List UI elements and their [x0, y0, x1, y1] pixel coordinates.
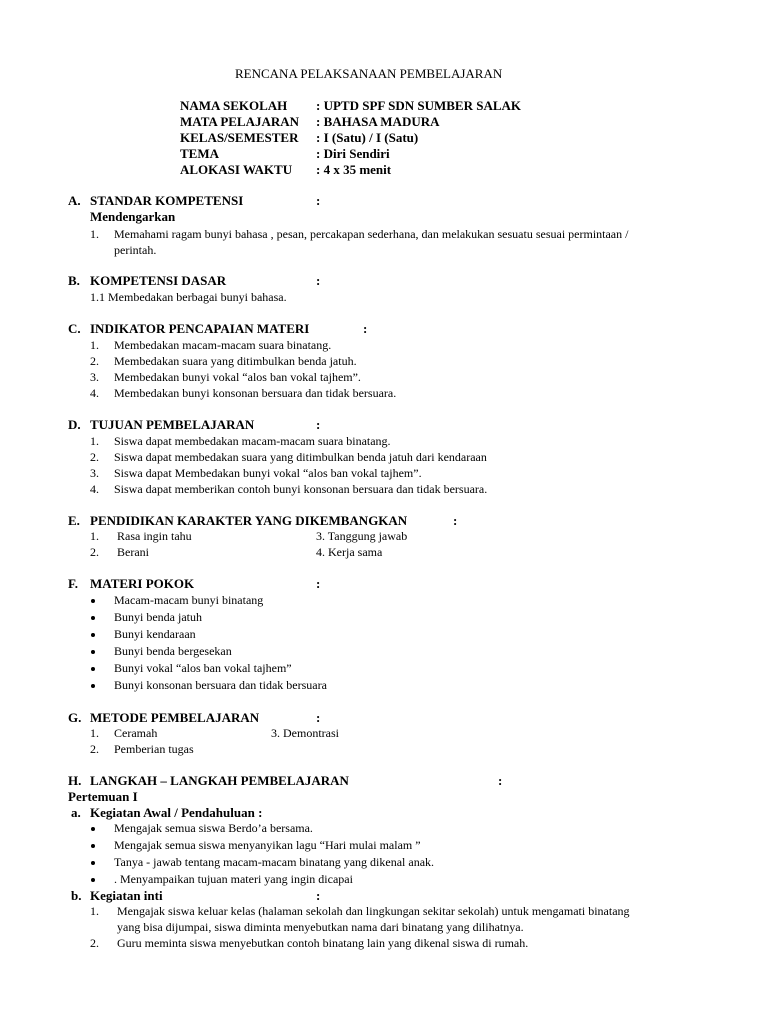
list-number: 1.: [90, 338, 99, 352]
list-item-text: Rasa ingin tahu: [117, 529, 192, 543]
section-colon: :: [316, 273, 321, 288]
list-item-text: 3. Demontrasi: [271, 726, 339, 740]
identity-value: : BAHASA MADURA: [316, 114, 440, 129]
section-colon: :: [316, 710, 321, 725]
list-item-text: Siswa dapat Membedakan bunyi vokal “alos ban vokal tajhem”.: [114, 466, 422, 480]
section-heading: INDIKATOR PENCAPAIAN MATERI: [90, 321, 310, 336]
list-item-text: Mengajak semua siswa Berdo’a bersama.: [114, 821, 313, 835]
subsection-letter: b.: [71, 888, 82, 903]
list-item-text: Siswa dapat membedakan macam-macam suara binatang.: [114, 434, 391, 448]
list-item-text: Bunyi benda bergesekan: [114, 644, 232, 658]
section-colon: :: [316, 193, 321, 208]
list-item-text: Siswa dapat memberikan contoh bunyi konsonan bersuara dan tidak bersuara.: [114, 482, 488, 496]
identity-label: MATA PELAJARAN: [180, 114, 300, 129]
list-item-text: Macam-macam bunyi binatang: [114, 593, 264, 607]
section-colon: :: [453, 513, 458, 528]
list-item-text: Guru meminta siswa menyebutkan contoh binatang lain yang dikenal siswa di rumah.: [117, 936, 529, 950]
list-number: 1.: [90, 904, 99, 918]
list-item-text: . Menyampaikan tujuan materi yang ingin dicapai: [114, 872, 353, 886]
subsection-letter: a.: [71, 805, 81, 820]
subsection-heading: Kegiatan inti: [90, 888, 163, 903]
section-heading: KOMPETENSI DASAR: [90, 273, 227, 288]
list-number: 2.: [90, 742, 99, 756]
list-number: 2.: [90, 450, 99, 464]
identity-value: : Diri Sendiri: [316, 146, 390, 161]
list-number: 1.: [90, 529, 99, 543]
section-colon: :: [316, 417, 321, 432]
page-title: RENCANA PELAKSANAAN PEMBELAJARAN: [235, 66, 503, 81]
section-letter: E.: [68, 513, 80, 528]
subsection-heading: Kegiatan Awal / Pendahuluan :: [90, 805, 263, 820]
section-letter: D.: [68, 417, 81, 432]
section-letter: G.: [68, 710, 82, 725]
list-item-text: perintah.: [114, 243, 157, 257]
list-item-text: Bunyi kendaraan: [114, 627, 196, 641]
section-subheading: Mendengarkan: [90, 209, 176, 224]
list-number: 3.: [90, 370, 99, 384]
list-number: 1.: [90, 227, 99, 241]
section-heading: LANGKAH – LANGKAH PEMBELAJARAN: [90, 773, 349, 788]
bullet-icon: [91, 650, 95, 654]
list-item-text: Pemberian tugas: [114, 742, 194, 756]
bullet-icon: [91, 684, 95, 688]
list-item-text: Bunyi konsonan bersuara dan tidak bersuara: [114, 678, 327, 692]
list-number: 2.: [90, 936, 99, 950]
list-number: 3.: [90, 466, 99, 480]
bullet-icon: [91, 599, 95, 603]
section-heading: PENDIDIKAN KARAKTER YANG DIKEMBANGKAN: [90, 513, 408, 528]
list-item-text: Tanya - jawab tentang macam-macam binatang yang dikenal anak.: [114, 855, 435, 869]
list-item-text: Memahami ragam bunyi bahasa , pesan, percakapan sederhana, dan melakukan sesuatu sesuai permintaan /: [114, 227, 629, 241]
list-number: 2.: [90, 354, 99, 368]
list-item-text: yang bisa dijumpai, siswa diminta menyebutkan nama dari binatang yang dilihatnya.: [117, 920, 524, 934]
identity-value: : 4 x 35 menit: [316, 162, 392, 177]
section-colon: :: [363, 321, 368, 336]
list-item-text: Ceramah: [114, 726, 158, 740]
section-heading: MATERI POKOK: [90, 576, 195, 591]
list-item-text: Mengajak semua siswa menyanyikan lagu “Hari mulai malam ”: [114, 838, 421, 852]
section-colon: :: [316, 888, 321, 903]
identity-value: : UPTD SPF SDN SUMBER SALAK: [316, 98, 522, 113]
section-colon: :: [316, 576, 321, 591]
bullet-icon: [91, 878, 95, 882]
list-item-text: 3. Tanggung jawab: [316, 529, 408, 543]
section-letter: H.: [68, 773, 82, 788]
list-item-text: Membedakan macam-macam suara binatang.: [114, 338, 332, 352]
identity-label: TEMA: [180, 146, 219, 161]
list-item-text: 1.1 Membedakan berbagai bunyi bahasa.: [90, 290, 287, 304]
list-item-text: 4. Kerja sama: [316, 545, 383, 559]
section-heading: TUJUAN PEMBELAJARAN: [90, 417, 255, 432]
meeting-heading: Pertemuan I: [68, 789, 138, 804]
bullet-icon: [91, 844, 95, 848]
section-letter: B.: [68, 273, 80, 288]
list-number: 1.: [90, 726, 99, 740]
section-heading: METODE PEMBELAJARAN: [90, 710, 260, 725]
list-item-text: Membedakan suara yang ditimbulkan benda jatuh.: [114, 354, 357, 368]
list-number: 2.: [90, 545, 99, 559]
list-number: 4.: [90, 386, 99, 400]
bullet-icon: [91, 827, 95, 831]
section-letter: C.: [68, 321, 81, 336]
list-item-text: Bunyi benda jatuh: [114, 610, 202, 624]
bullet-icon: [91, 861, 95, 865]
section-colon: :: [498, 773, 503, 788]
bullet-icon: [91, 667, 95, 671]
section-letter: F.: [68, 576, 78, 591]
list-number: 4.: [90, 482, 99, 496]
identity-label: ALOKASI WAKTU: [180, 162, 293, 177]
list-item-text: Berani: [117, 545, 149, 559]
identity-value: : I (Satu) / I (Satu): [316, 130, 419, 145]
section-heading: STANDAR KOMPETENSI: [90, 193, 244, 208]
list-item-text: Siswa dapat membedakan suara yang ditimbulkan benda jatuh dari kendaraan: [114, 450, 487, 464]
list-item-text: Bunyi vokal “alos ban vokal tajhem”: [114, 661, 292, 675]
list-item-text: Membedakan bunyi konsonan bersuara dan tidak bersuara.: [114, 386, 397, 400]
list-item-text: Membedakan bunyi vokal “alos ban vokal tajhem”.: [114, 370, 361, 384]
identity-label: KELAS/SEMESTER: [180, 130, 299, 145]
identity-label: NAMA SEKOLAH: [180, 98, 288, 113]
section-letter: A.: [68, 193, 81, 208]
list-item-text: Mengajak siswa keluar kelas (halaman sekolah dan lingkungan sekitar sekolah) untuk mengamati binatang: [117, 904, 630, 918]
list-number: 1.: [90, 434, 99, 448]
bullet-icon: [91, 616, 95, 620]
bullet-icon: [91, 633, 95, 637]
